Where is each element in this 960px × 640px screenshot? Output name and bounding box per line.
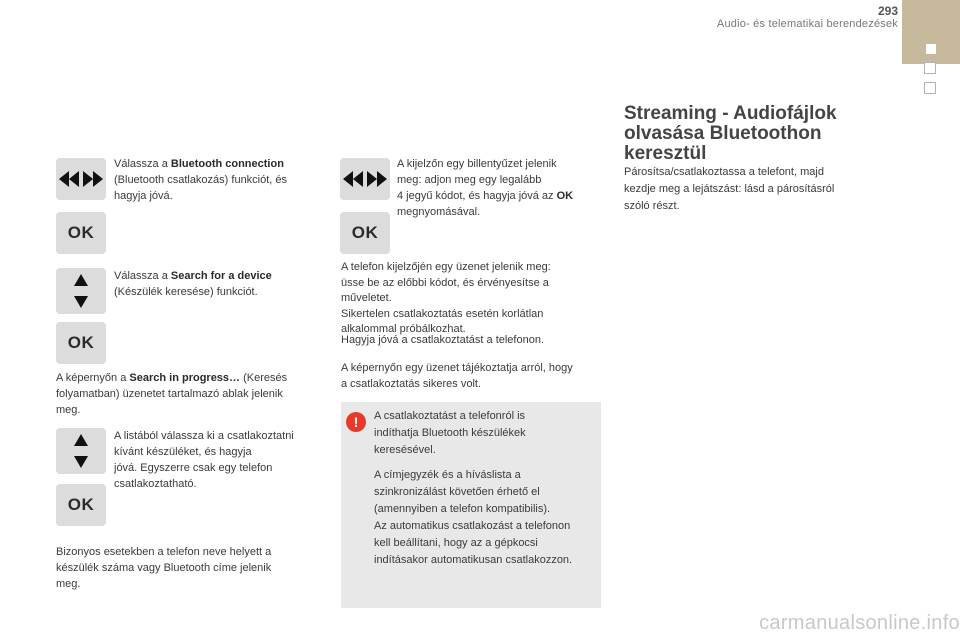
section-heading: Streaming - Audiofájlok olvasása Bluetoothon keresztül	[624, 103, 837, 164]
up-down-arrows-icon	[56, 268, 106, 314]
warning-icon: !	[346, 412, 366, 432]
up-down-arrows-icon	[56, 428, 106, 474]
chapter-tab	[902, 0, 960, 64]
device-name-note: Bizonyos esetekben a telefon neve helyett a készülék száma vagy Bluetooth címe jelenik meg.	[56, 546, 272, 590]
ok-button-icon: OK	[56, 212, 106, 254]
step-enter-code: A kijelzőn egy billentyűzet jelenik meg: adjon meg egy legalább 4 jegyű kódot, és hagyja jóvá az OK megnyomásával.	[397, 158, 574, 218]
step-bluetooth-connection: Válassza a Bluetooth connection (Bluetooth csatlakozás) funkciót, és hagyja jóvá.	[114, 158, 288, 202]
step-search-device: Válassza a Search for a device (Készülék keresése) funkciót.	[114, 270, 272, 298]
seek-arrows-icon	[56, 158, 106, 200]
streaming-paragraph: Párosítsa/csatlakoztassa a telefont, majd kezdje meg a lejátszást: lásd a párosításról szóló részt.	[624, 166, 835, 212]
ok-button-icon: OK	[340, 212, 390, 254]
warning-text: A csatlakoztatást a telefonról is indíthatja Bluetooth készülékek keresésével. A címjegyzék és a híváslista a szinkronizálást követően érhető el (amennyiben a telefon kompatibilis). Az automatikus csatlakozást a telefonon kell beállítani, hogy az a gépkocsi indításakor automatikusan csatlakozzon.	[374, 410, 573, 566]
seek-arrows-icon	[340, 158, 390, 200]
ok-button-icon: OK	[56, 484, 106, 526]
success-message-paragraph: A képernyőn egy üzenet tájékoztatja arról, hogy a csatlakoztatás sikeres volt.	[341, 362, 573, 390]
phone-message-paragraph: A telefon kijelzőjén egy üzenet jelenik meg: üsse be az előbbi kódot, és érvényesítse a műveletet. Sikertelen csatlakoztatás esetén korlátlan alkalommal próbálkozhat.	[341, 261, 551, 335]
page-number: 293	[877, 4, 898, 18]
chapter-marker-icon	[926, 44, 936, 54]
chapter-square-icon	[924, 62, 936, 74]
confirm-on-phone: Hagyja jóvá a csatlakoztatást a telefonon.	[341, 334, 545, 346]
step-select-device: A listából válassza ki a csatlakoztatni kívánt készüléket, és hagyja jóvá. Egyszerre csak egy telefon csatlakoztatható.	[114, 430, 294, 490]
watermark: carmanualsonline.info	[759, 612, 960, 634]
search-progress-paragraph: A képernyőn a Search in progress… (Keresés folyamatban) üzenetet tartalmazó ablak jelenik meg.	[56, 372, 288, 416]
chapter-square-icon	[924, 82, 936, 94]
running-title: Audio- és telematikai berendezések	[716, 18, 898, 30]
ok-button-icon: OK	[56, 322, 106, 364]
